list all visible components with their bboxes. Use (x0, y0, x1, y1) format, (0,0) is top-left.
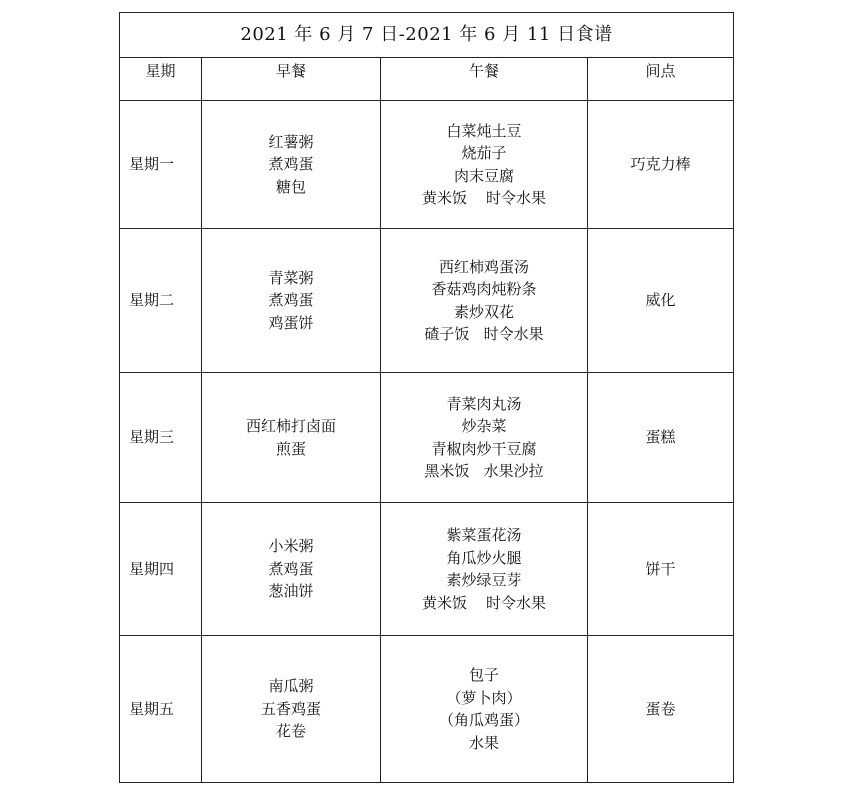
menu-item: 小米粥 (268, 537, 314, 556)
snack-cell: 巧克力棒 (588, 101, 734, 229)
menu-item: 肉末豆腐 (453, 166, 514, 185)
menu-item: 黑米饭 水果沙拉 (424, 462, 544, 480)
menu-item: 红薯粥 (268, 132, 314, 151)
breakfast-cell (202, 229, 381, 373)
menu-item: 西红柿鸡蛋汤 (438, 257, 529, 276)
title-row (120, 13, 734, 58)
menu-item: 煎蛋 (275, 439, 306, 458)
header-lunch: 午餐 (381, 58, 588, 101)
menu-item: 素炒绿豆芽 (446, 571, 522, 589)
lunch-cell (381, 229, 588, 373)
menu-item: 角瓜炒火腿 (446, 548, 522, 567)
menu-item: 烧茄子 (461, 144, 507, 162)
menu-item: 水果 (468, 733, 499, 752)
table-row (120, 503, 734, 636)
menu-item: 紫菜蛋花汤 (446, 526, 522, 544)
day-cell: 星期五 (120, 636, 202, 783)
header-breakfast: 早餐 (202, 58, 381, 101)
table-row (120, 101, 734, 229)
day-cell: 星期二 (120, 229, 202, 373)
menu-item: 黄米饭 时令水果 (421, 189, 547, 207)
menu-item: 青菜肉丸汤 (446, 394, 522, 413)
menu-item: 煮鸡蛋 (268, 155, 314, 174)
breakfast-cell (202, 636, 381, 783)
menu-item: 糖包 (275, 177, 306, 196)
menu-item: 葱油饼 (268, 582, 314, 601)
table-row (120, 636, 734, 783)
menu-item: 煮鸡蛋 (268, 559, 314, 578)
day-cell: 星期三 (120, 373, 202, 503)
breakfast-cell (202, 503, 381, 636)
snack-cell: 蛋糕 (588, 373, 734, 503)
snack-cell: 蛋卷 (588, 636, 734, 783)
menu-item: 素炒双花 (453, 302, 514, 321)
menu-item: 花卷 (275, 722, 306, 741)
menu-item: 香菇鸡肉炖粉条 (431, 280, 537, 298)
menu-item: 白菜炖土豆 (446, 121, 522, 140)
menu-item: 包子 (468, 666, 499, 684)
header-row (120, 58, 734, 101)
menu-item: 西红柿打卤面 (245, 417, 336, 435)
snack-cell: 威化 (588, 229, 734, 373)
lunch-cell (381, 503, 588, 636)
day-cell: 星期四 (120, 503, 202, 636)
menu-item: （萝卜肉） (446, 688, 522, 707)
table-row (120, 373, 734, 503)
lunch-cell (381, 636, 588, 783)
breakfast-cell (202, 373, 381, 503)
menu-item: 炒杂菜 (461, 417, 507, 435)
menu-item: 碴子饭 时令水果 (424, 325, 544, 343)
menu-title: 2021 年 6 月 7 日-2021 年 6 月 11 日食谱 (120, 13, 734, 58)
menu-item: 青菜粥 (268, 268, 314, 287)
menu-item: 黄米饭 时令水果 (421, 593, 547, 612)
menu-table (119, 12, 734, 783)
table-row (120, 229, 734, 373)
menu-item: 南瓜粥 (268, 677, 314, 696)
lunch-cell (381, 101, 588, 229)
menu-item: （角瓜鸡蛋） (438, 711, 529, 729)
header-day: 星期 (120, 58, 202, 101)
snack-cell: 饼干 (588, 503, 734, 636)
menu-item: 煮鸡蛋 (268, 291, 314, 310)
menu-item: 鸡蛋饼 (268, 313, 314, 332)
lunch-cell (381, 373, 588, 503)
menu-item: 青椒肉炒干豆腐 (431, 439, 537, 458)
breakfast-cell (202, 101, 381, 229)
day-cell: 星期一 (120, 101, 202, 229)
header-snack: 间点 (588, 58, 734, 101)
menu-item: 五香鸡蛋 (260, 699, 321, 718)
